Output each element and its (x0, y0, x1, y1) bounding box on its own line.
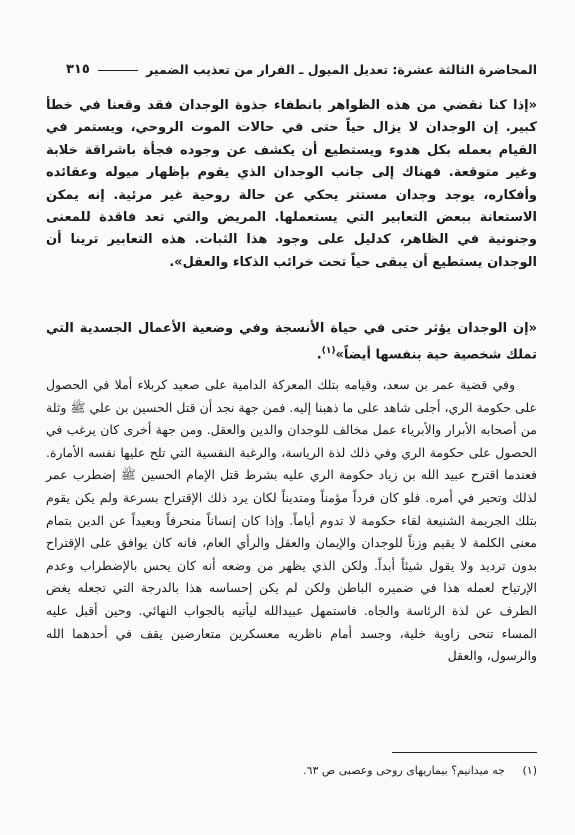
quotation-block-2: «إن الوجدان يؤثر حتى في حياة الأنسجة وفي وضعية الأعمال الجسدية التي تملك شخصية حية بنفسها أيضاً»$^{(١)}$. (46, 321, 537, 363)
footnote-text: جه ميدانيم؟ بيماريهاى روحى وعصبى ص ٦٣. (303, 764, 505, 777)
quotation-block-1: «إذا كنا نقضي من هذه الظواهر بانطفاء جذوة الوجدان فقد وقعنا في خطأ كبير. إن الوجدان لا يزال حياً حتى في حالات الموت الروحي، ويستمر في القيام بعمله بكل هدوء ويستطيع أن يكشف عن وجوده فجأة باشراقة خلابة وغير متوقعة. فهناك إلى جانب الوجدان الذي يقوم بإظهار ميوله وعقائده وأفكاره، يوجد وجدان مستتر يحكي عن حالة روحية غير مرئية. إنه يمكن الاستعانة ببعض التعابير التي يستعملها. المريض والتي تعد فاقدة للمعنى وجنونية في الظاهر، كدليل على وجود هذا الثبات. هذه التعابير ترينا أن الوجدان يستطيع أن يبقى حياً تحت خرائب الذكاء والعقل». (46, 98, 537, 270)
body-paragraph (46, 374, 537, 668)
header-rule (98, 70, 138, 71)
quotation-text: «إن الوجدان يؤثر حتى في حياة الأنسجة وفي وضعية الأعمال الجسدية التي تملك شخصية حية بنفسها أيضاً» (46, 321, 537, 363)
chapter-title: المحاضرة الثالثة عشرة: تعديل الميول ـ الفرار من تعذيب الضمير (146, 61, 537, 77)
page-number: ٣١٥ (66, 61, 90, 77)
paragraph-text: وفي قضية عمر بن سعد، وقيامه بتلك المعركة الدامية على صعيد كربلاء أملا في الحصول على حكومة الري، أجلى شاهد على ما ذهبنا إليه. فمن جهة نجد أن قتل الحسين بن علي ﷺ وثلة من أصحابه الأبرار والأبرياء عمل مخالف للوجدان والدين والعقل. ومن جهة أخرى كان يرغب في الحصول على حكومة الري وفي ذلك لذة الرياسة، والرغبة النفسية التي تلح عليها نفسه الأمارة. فعندما اقترح عبيد الله بن زياد حكومة الري عليه بشرط قتل الإمام الحسين ﷺ إضطرب عمر لذلك وتحير في أمره. فلو كان فرداً مؤمناً ومتديناً لكان يرد ذلك الإقتراح بسرعة ولم يكن يقوم بتلك الجريمة الشنيعة لقاء حكومة لا تدوم أياماً. وإذا كان إنساناً منحرفاً وبعيداً عن الدين بتمام معنى الكلمة لا يقيم وزناً للوجدان والإيمان والعقل والرأي العام، فانه كان يوافق على الإقتراح بدون ترديد ولا يقول شيئاً أبداً. ولكن الذي يظهر من وضعه أنه كان يحس بالإضطراب وعدم الإرتياح لعمله هذا في ضميره الباطن ولكن لم يكن إحساسه هذا بالدرجة التي تجعله يغض الطرف عن لذة الرئاسة والجاه. فاستمهل عبيدالله ليأتيه بالجواب النهائي. وحين أقبل عليه المساء تنحى زاوية خلية، وجسد أمام ناظريه معسكرين متعارضين يقف في أحدهما الله والرسول، والعقل (46, 377, 537, 664)
running-header (66, 58, 537, 80)
footnote-separator (392, 752, 537, 753)
footnote (46, 762, 537, 780)
footnote-reference: (١) (321, 346, 336, 357)
footnote-mark: (١) (522, 764, 537, 777)
